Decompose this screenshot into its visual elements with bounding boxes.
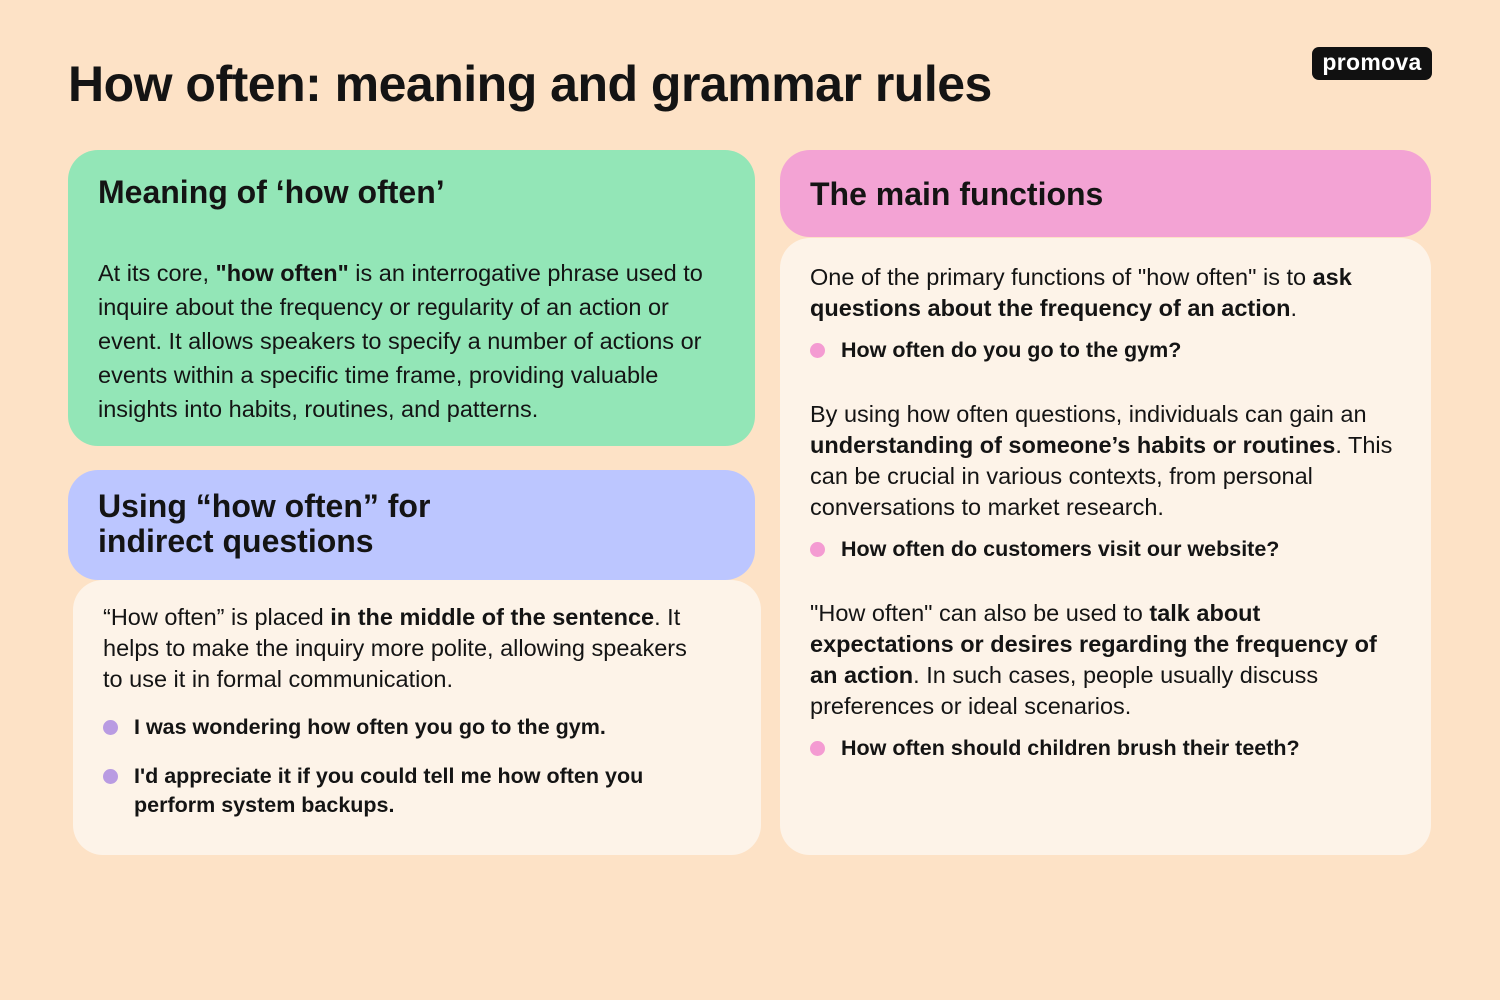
functions-p1-end: . — [1290, 295, 1298, 321]
indirect-paragraph — [103, 602, 703, 695]
list-item — [103, 713, 663, 742]
list-item — [103, 762, 663, 820]
promova-logo: promova — [1312, 47, 1432, 80]
meaning-card — [68, 150, 755, 446]
indirect-header-card — [68, 470, 755, 580]
indirect-heading-line1: Using “how often” for — [98, 488, 431, 524]
functions-p2-start: By using how often questions, individuals can gain an — [810, 401, 1367, 427]
list-item — [810, 336, 1401, 365]
functions-example-2 — [810, 535, 1401, 564]
indirect-body-card — [73, 580, 761, 855]
meaning-text-end: is an interrogative phrase used to inquire about the frequency or regularity of an action or event. It allows speakers to specify a number of actions or events within a specific time frame, providing valuable insights into habits, routines, and patterns. — [98, 260, 703, 422]
bullet-dot-icon — [103, 769, 118, 784]
example-text: How often do customers visit our website? — [841, 537, 1280, 561]
functions-paragraph-2 — [810, 399, 1401, 523]
list-item — [810, 734, 1401, 763]
list-item — [810, 535, 1401, 564]
example-text: How often should children brush their teeth? — [841, 736, 1300, 760]
indirect-text-start: “How often” is placed — [103, 604, 331, 630]
indirect-heading — [98, 489, 725, 559]
bullet-dot-icon — [810, 343, 825, 358]
functions-p1-start: One of the primary functions of "how often" is to — [810, 264, 1313, 290]
example-text: I was wondering how often you go to the gym. — [134, 715, 606, 739]
meaning-heading: Meaning of ‘how often’ — [98, 174, 445, 210]
functions-heading: The main functions — [810, 176, 1104, 212]
functions-example-3 — [810, 734, 1401, 763]
functions-paragraph-3 — [810, 598, 1401, 722]
functions-p3-start: "How often" can also be used to — [810, 600, 1150, 626]
functions-p3-bold: talk about expectations or desires regarding the frequency of an action — [810, 600, 1377, 688]
example-text: I'd appreciate it if you could tell me how often you perform system backups. — [134, 764, 644, 817]
meaning-text-bold: "how often" — [215, 260, 349, 286]
meaning-paragraph — [98, 256, 725, 426]
meaning-text-start: At its core, — [98, 260, 216, 286]
functions-p3-end: . In such cases, people usually discuss preferences or ideal scenarios. — [810, 662, 1319, 719]
indirect-heading-line2: indirect questions — [98, 523, 374, 559]
bullet-dot-icon — [810, 741, 825, 756]
functions-p2-end: . This can be crucial in various contexts, from personal conversations to market research. — [810, 432, 1393, 520]
functions-body-card — [780, 238, 1431, 855]
bullet-dot-icon — [103, 720, 118, 735]
example-text: How often do you go to the gym? — [841, 338, 1182, 362]
functions-paragraph-1 — [810, 262, 1401, 324]
functions-example-1 — [810, 336, 1401, 365]
functions-header-card — [780, 150, 1431, 237]
indirect-text-end: . It helps to make the inquiry more polite, allowing speakers to use it in formal communication. — [103, 604, 687, 692]
functions-p2-bold: understanding of someone’s habits or routines — [810, 432, 1336, 458]
page-title: How often: meaning and grammar rules — [68, 56, 992, 112]
functions-p1-bold: ask questions about the frequency of an action — [810, 264, 1352, 321]
indirect-examples — [103, 713, 663, 820]
indirect-text-bold: in the middle of the sentence — [330, 604, 655, 630]
bullet-dot-icon — [810, 542, 825, 557]
